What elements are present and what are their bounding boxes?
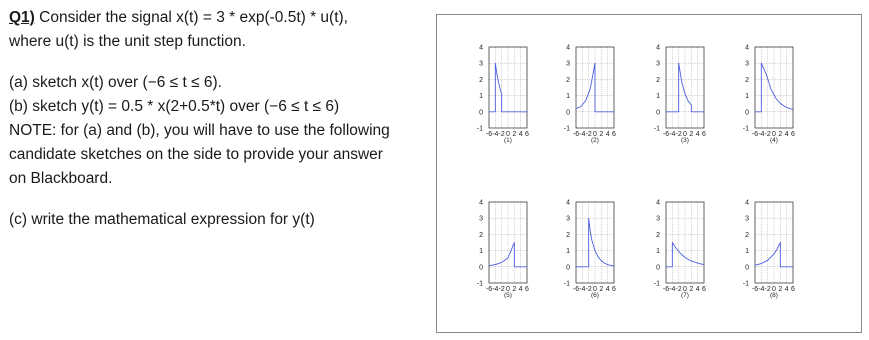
y-tick-label: 2: [656, 76, 660, 84]
y-tick-label: 4: [656, 199, 660, 207]
y-tick-label: -1: [742, 280, 749, 288]
x-tick-label: -2: [764, 286, 771, 293]
x-tick-label: 6: [791, 131, 795, 138]
y-tick-label: 0: [479, 264, 483, 272]
y-tick-label: 1: [656, 248, 660, 256]
y-tick-label: 0: [479, 109, 483, 117]
x-tick-label: -2: [585, 286, 592, 293]
y-tick-label: 1: [479, 248, 483, 256]
y-tick-label: -1: [742, 125, 749, 133]
x-tick-label: -6: [751, 286, 759, 293]
x-tick-label: -4: [579, 131, 586, 138]
question-number: Q1): [9, 9, 35, 26]
x-tick-label: 0: [772, 286, 776, 293]
x-tick-label: 4: [518, 131, 523, 138]
note-line-3: on Blackboard.: [9, 170, 113, 187]
x-tick-label: 0: [593, 131, 597, 138]
x-tick-label: 4: [695, 286, 700, 293]
y-tick-label: 3: [656, 60, 660, 68]
note-line-1: NOTE: for (a) and (b), you will have to use the following: [9, 122, 390, 139]
y-tick-label: 1: [656, 93, 660, 101]
y-tick-label: 2: [479, 76, 483, 84]
y-tick-label: 0: [656, 264, 660, 272]
y-tick-label: 1: [745, 93, 749, 101]
x-tick-label: -2: [498, 131, 505, 138]
x-tick-label: 0: [772, 131, 776, 138]
x-tick-label: 2: [599, 286, 604, 293]
x-tick-label: 6: [525, 131, 529, 138]
x-tick-label: 2: [599, 131, 604, 138]
plot-8: [743, 200, 795, 300]
x-tick-label: -4: [669, 286, 676, 293]
plot-caption: (5): [504, 292, 512, 299]
y-tick-label: 0: [566, 264, 570, 272]
plot-7: [654, 200, 706, 300]
question-line-2: where u(t) is the unit step function.: [9, 33, 246, 50]
plot-caption: (2): [591, 137, 599, 144]
x-tick-label: -6: [662, 131, 670, 138]
x-tick-label: -2: [675, 131, 682, 138]
x-tick-label: -2: [675, 286, 682, 293]
y-tick-label: 4: [745, 44, 749, 52]
x-tick-label: -4: [492, 131, 499, 138]
x-tick-label: 0: [506, 131, 510, 138]
y-tick-label: 4: [566, 199, 570, 207]
x-tick-label: 4: [784, 286, 789, 293]
y-tick-label: -1: [476, 280, 483, 288]
x-tick-label: 4: [518, 286, 523, 293]
x-tick-label: -6: [572, 131, 580, 138]
x-tick-label: 6: [612, 286, 616, 293]
x-tick-label: 2: [778, 286, 783, 293]
x-tick-label: -2: [764, 131, 771, 138]
plot-caption: (4): [770, 137, 778, 144]
x-tick-label: 0: [506, 286, 510, 293]
x-tick-label: 4: [605, 286, 610, 293]
series-line: [576, 63, 614, 112]
y-tick-label: -1: [653, 125, 660, 133]
y-tick-label: 1: [566, 93, 570, 101]
y-tick-label: -1: [476, 125, 483, 133]
y-tick-label: 3: [566, 215, 570, 223]
y-tick-label: -1: [563, 280, 570, 288]
y-tick-label: 3: [479, 60, 483, 68]
plot-2: [564, 45, 616, 145]
x-tick-label: -2: [585, 131, 592, 138]
y-tick-label: 2: [566, 231, 570, 239]
x-tick-label: 2: [689, 131, 694, 138]
plot-caption: (8): [770, 292, 778, 299]
x-tick-label: -6: [485, 131, 493, 138]
x-tick-label: -4: [758, 286, 765, 293]
x-tick-label: 2: [512, 131, 517, 138]
y-tick-label: 2: [745, 76, 749, 84]
x-tick-label: 4: [784, 131, 789, 138]
part-c-text: (c) write the mathematical expression for y(t): [9, 211, 315, 228]
y-tick-label: -1: [563, 125, 570, 133]
y-tick-label: 0: [656, 109, 660, 117]
y-tick-label: 3: [479, 215, 483, 223]
y-tick-label: 0: [745, 109, 749, 117]
plot-caption: (3): [681, 137, 689, 144]
y-tick-label: 1: [745, 248, 749, 256]
question-text: [9, 6, 434, 232]
x-tick-label: 6: [702, 286, 706, 293]
y-tick-label: 2: [656, 231, 660, 239]
x-tick-label: 0: [683, 286, 687, 293]
x-tick-label: 4: [695, 131, 700, 138]
x-tick-label: 0: [593, 286, 597, 293]
y-tick-label: 1: [479, 93, 483, 101]
x-tick-label: -6: [572, 286, 580, 293]
plot-4: [743, 45, 795, 145]
y-tick-label: 2: [566, 76, 570, 84]
x-tick-label: 2: [689, 286, 694, 293]
x-tick-label: -6: [751, 131, 759, 138]
y-tick-label: 3: [745, 60, 749, 68]
y-tick-label: 2: [745, 231, 749, 239]
x-tick-label: 6: [525, 286, 529, 293]
part-b-text: (b) sketch y(t) = 0.5 * x(2+0.5*t) over (−6 ≤ t ≤ 6): [9, 98, 340, 115]
x-tick-label: -2: [498, 286, 505, 293]
x-tick-label: -6: [662, 286, 670, 293]
y-tick-label: 4: [479, 44, 483, 52]
y-tick-label: 2: [479, 231, 483, 239]
y-tick-label: 3: [566, 60, 570, 68]
part-a-text: (a) sketch x(t) over (−6 ≤ t ≤ 6).: [9, 74, 222, 91]
x-tick-label: -4: [492, 286, 499, 293]
x-tick-label: 2: [512, 286, 517, 293]
x-tick-label: 4: [605, 131, 610, 138]
plot-1: [477, 45, 529, 145]
x-tick-label: 6: [702, 131, 706, 138]
y-tick-label: 3: [656, 215, 660, 223]
y-tick-label: 3: [745, 215, 749, 223]
plot-3: [654, 45, 706, 145]
x-tick-label: -4: [579, 286, 586, 293]
plot-6: [564, 200, 616, 300]
y-tick-label: 4: [566, 44, 570, 52]
question-line-1-text: Consider the signal x(t) = 3 * exp(-0.5t) * u(t),: [34, 9, 348, 26]
y-tick-label: 1: [566, 248, 570, 256]
note-line-2: candidate sketches on the side to provide your answer: [9, 146, 383, 163]
x-tick-label: -6: [485, 286, 493, 293]
candidate-sketches-figure: [436, 14, 862, 333]
question-line-1: [9, 6, 434, 30]
y-tick-label: -1: [653, 280, 660, 288]
plot-caption: (7): [681, 292, 689, 299]
y-tick-label: 4: [479, 199, 483, 207]
x-tick-label: 0: [683, 131, 687, 138]
x-tick-label: 2: [778, 131, 783, 138]
plot-caption: (6): [591, 292, 599, 299]
x-tick-label: -4: [758, 131, 765, 138]
y-tick-label: 0: [745, 264, 749, 272]
x-tick-label: 6: [791, 286, 795, 293]
y-tick-label: 4: [656, 44, 660, 52]
plot-caption: (1): [504, 137, 512, 144]
x-tick-label: 6: [612, 131, 616, 138]
candidate-plots-svg: [437, 15, 861, 332]
plot-5: [477, 200, 529, 300]
y-tick-label: 0: [566, 109, 570, 117]
y-tick-label: 4: [745, 199, 749, 207]
x-tick-label: -4: [669, 131, 676, 138]
